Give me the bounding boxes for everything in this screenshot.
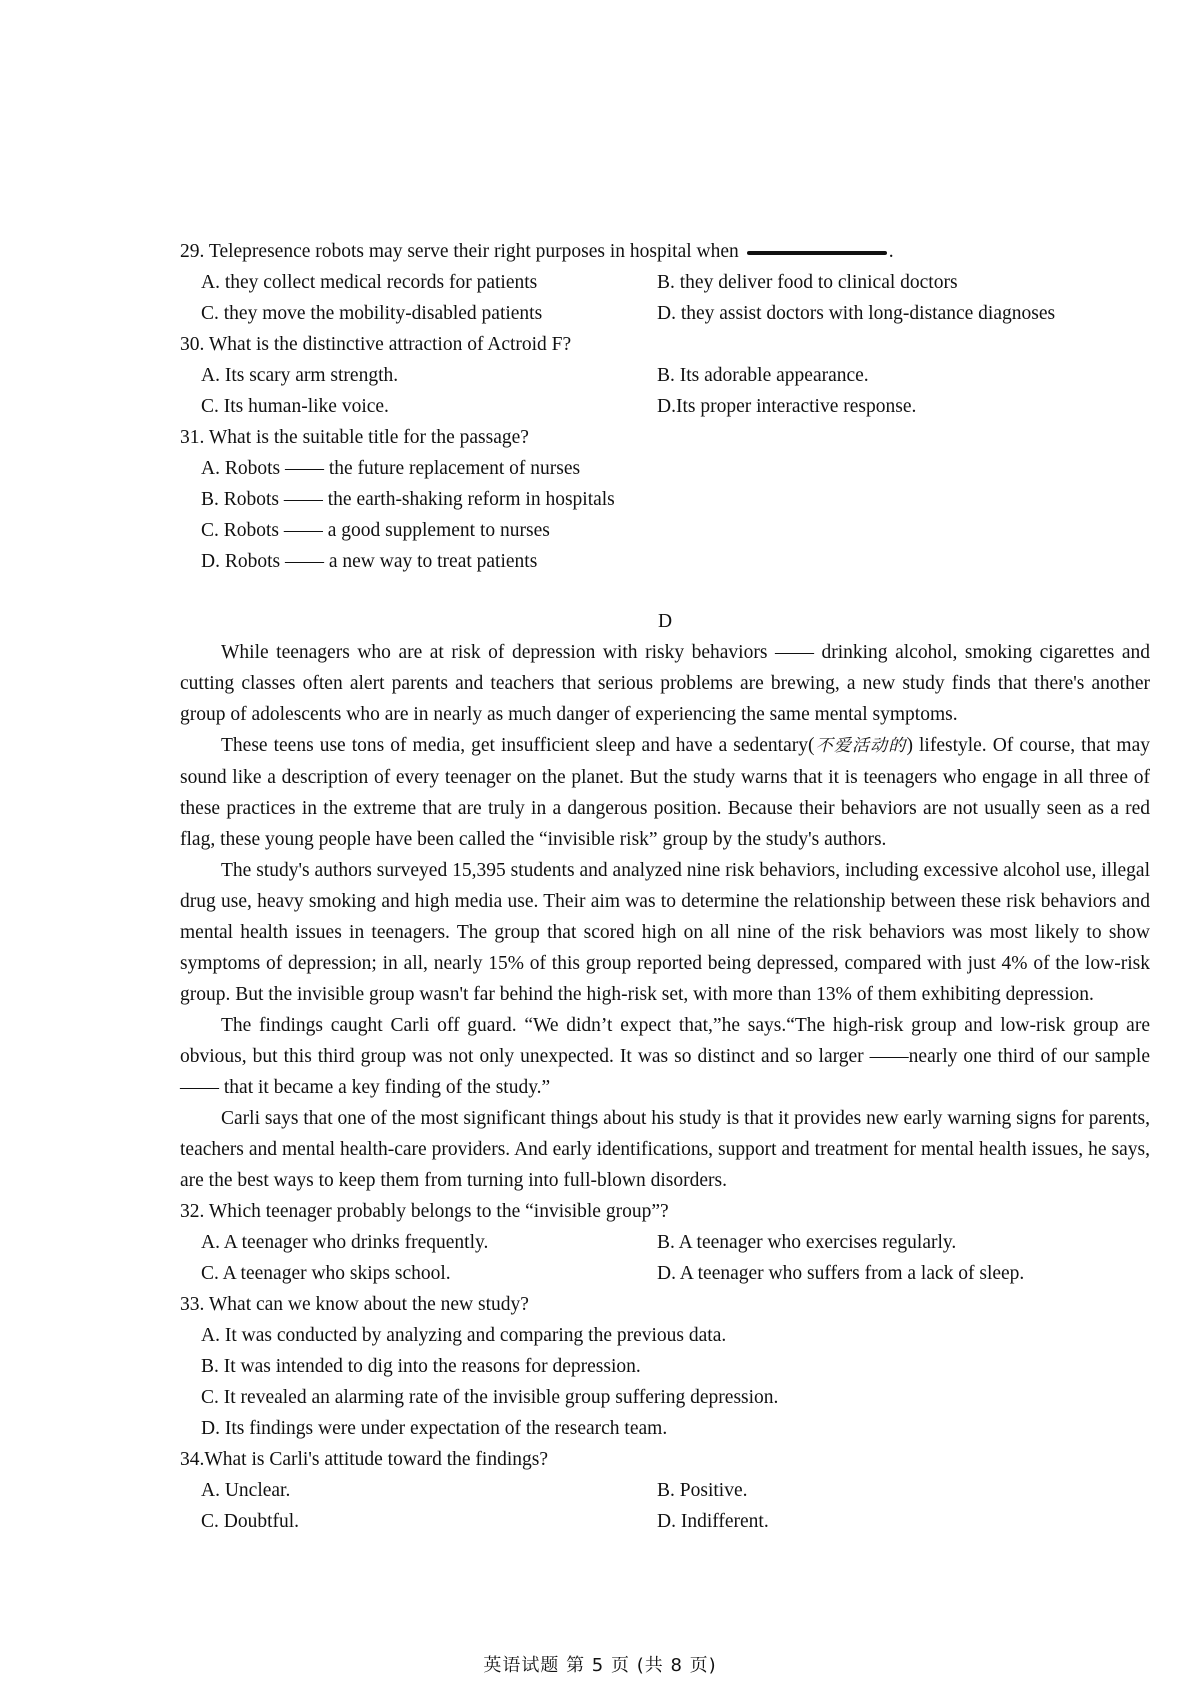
option-row [180,267,1150,298]
question-stem [180,236,1150,267]
passage-paragraph-2 [180,730,1150,855]
option-d: D. Robots —— a new way to treat patients [201,551,538,572]
question-stem-end: . [888,241,894,262]
question-stem: 34.What is Carli's attitude toward the findings? [180,1449,548,1470]
option-row [180,298,1150,329]
option-b: B. Robots —— the earth-shaking reform in hospitals [201,489,615,510]
option-b: B. they deliver food to clinical doctors [657,272,958,293]
option-b: B. A teenager who exercises regularly. [657,1232,957,1253]
option-row [180,1475,1150,1506]
option-row [180,1506,1150,1537]
passage-paragraph-4: The findings caught Carli off guard. “We didn’t expect that,”he says.“The high-risk group and low-risk group are obvious, but this third group was not only unexpected. It was so distinct and so larger ——nearly one third of our sample —— that it became a key finding of the study.” [180,1015,1150,1098]
option-c: C. Doubtful. [201,1511,300,1532]
option-c: C. It revealed an alarming rate of the invisible group suffering depression. [201,1387,779,1408]
paragraph-text: ) lifestyle. Of course, that may sound like a description of every teenager on the planet. But the study warns that it is teenagers who engage in all three of these practices in the extreme that are truly in a dangerous position. Because their behaviors are not usually seen as a red flag, these young people have been called the “invisible risk” group by the study's authors. [180,735,1150,850]
option-d: D.Its proper interactive response. [657,396,917,417]
question-31 [180,422,1150,577]
question-29 [180,236,1150,329]
question-stem-text: 29. Telepresence robots may serve their right purposes in hospital when [180,241,739,262]
option-row [180,1258,1150,1289]
option-row [180,391,1150,422]
option-row [180,1227,1150,1258]
option-d: D. they assist doctors with long-distance diagnoses [657,303,1056,324]
option-b: B. It was intended to dig into the reasons for depression. [201,1356,641,1377]
question-32 [180,1196,1150,1289]
option-a: A. Unclear. [201,1480,291,1501]
option-d: D. Indifferent. [657,1511,769,1532]
page-footer: 英语试题 第 5 页 (共 8 页) [483,1655,717,1676]
question-30 [180,329,1150,422]
option-d: D. Its findings were under expectation of the research team. [201,1418,668,1439]
option-c: C. they move the mobility-disabled patients [201,303,543,324]
option-a: A. they collect medical records for patients [201,272,538,293]
question-stem: 31. What is the suitable title for the passage? [180,427,529,448]
option-a: A. It was conducted by analyzing and comparing the previous data. [201,1325,727,1346]
option-row [180,360,1150,391]
option-a: A. Robots —— the future replacement of nurses [201,458,581,479]
passage-paragraph-1: While teenagers who are at risk of depression with risky behaviors —— drinking alcohol, smoking cigarettes and cutting classes often alert parents and teachers that serious problems are brewing, a new study finds that there's another group of adolescents who are in nearly as much danger of experiencing the same mental symptoms. [180,642,1150,725]
paragraph-text: These teens use tons of media, get insufficient sleep and have a sedentary( [221,735,815,756]
option-c: C. A teenager who skips school. [201,1263,451,1284]
option-b: B. Positive. [657,1480,748,1501]
passage-paragraph-5: Carli says that one of the most significant things about his study is that it provides new early warning signs for parents, teachers and mental health-care providers. And early identifications, support and treatment for mental health issues, he says, are the best ways to keep them from turning into full-blown disorders. [180,1108,1150,1191]
option-a: A. Its scary arm strength. [201,365,399,386]
option-d: D. A teenager who suffers from a lack of sleep. [657,1263,1025,1284]
question-stem: 32. Which teenager probably belongs to the “invisible group”? [180,1201,669,1222]
passage-title: D [657,611,673,632]
question-stem: 30. What is the distinctive attraction of Actroid F? [180,334,572,355]
option-c: C. Its human-like voice. [201,396,389,417]
passage-paragraph-3: The study's authors surveyed 15,395 students and analyzed nine risk behaviors, including excessive alcohol use, illegal drug use, heavy smoking and high media use. Their aim was to determine the relationship between these risk behaviors and mental health issues in teenagers. The group that scored high on all nine of the risk behaviors was most likely to show symptoms of depression; in all, nearly 15% of this group reported being depressed, compared with just 4% of the low-risk group. But the invisible group wasn't far behind the high-risk set, with more than 13% of them exhibiting depression. [180,860,1150,1005]
passage-d [180,637,1150,1196]
question-stem: 33. What can we know about the new study? [180,1294,529,1315]
exam-page [180,236,1150,1537]
chinese-gloss: 不爱活动的 [814,736,907,756]
answer-blank [747,251,887,255]
option-a: A. A teenager who drinks frequently. [201,1232,489,1253]
option-b: B. Its adorable appearance. [657,365,869,386]
question-34 [180,1444,1150,1537]
question-33 [180,1289,1150,1444]
option-c: C. Robots —— a good supplement to nurses [201,520,550,541]
